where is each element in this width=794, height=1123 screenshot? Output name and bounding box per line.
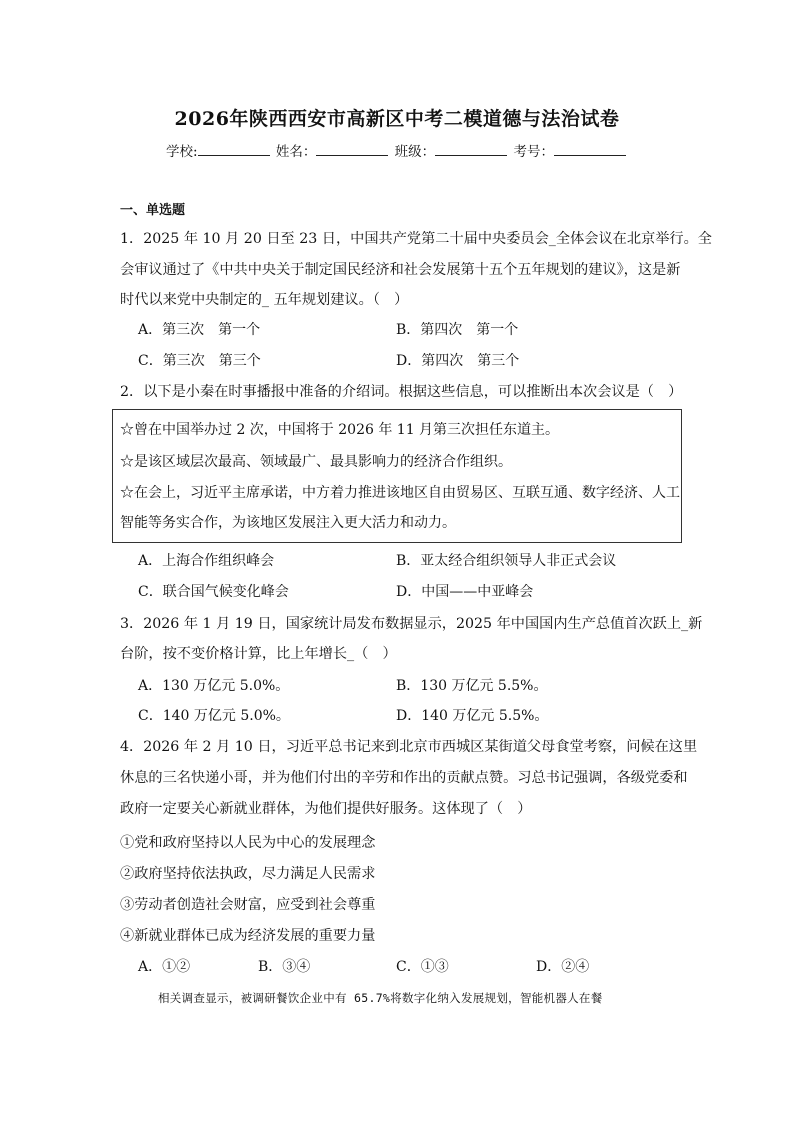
q4-option-d[interactable]: D．②④ xyxy=(536,959,590,975)
q4-stem-line: 政府一定要关心新就业群体，为他们提供好服务。这体现了（ ） xyxy=(120,801,532,817)
school-blank[interactable] xyxy=(198,142,270,156)
q2-material-line: 智能等务实合作，为该地区发展注入更大活力和动力。 xyxy=(120,515,456,531)
q4-statement-2: ②政府坚持依法执政，尽力满足人民需求 xyxy=(120,866,376,882)
q3-option-c[interactable]: C．140 万亿元 5.0%。 xyxy=(138,708,290,724)
q4-option-a[interactable]: A．①② xyxy=(138,959,191,975)
q1-stem-line: 会审议通过了《中共中央关于制定国民经济和社会发展第十五个五年规划的建议》，这是新 xyxy=(120,262,681,278)
q4-statement-4: ④新就业群体已成为经济发展的重要力量 xyxy=(120,928,376,944)
q3-option-b[interactable]: B．130 万亿元 5.5%。 xyxy=(396,678,548,694)
q3-stem-line: 3．2026 年 1 月 19 日，国家统计局发布数据显示，2025 年中国国内生产总值首次跃上_新 xyxy=(120,616,703,632)
q2-option-b[interactable]: B．亚太经合组织领导人非正式会议 xyxy=(396,553,617,569)
exam-no-blank[interactable] xyxy=(554,142,626,156)
class-label: 班级： xyxy=(394,144,436,160)
section-heading: 一、单选题 xyxy=(120,203,186,218)
q2-material-line: ☆在会上，习近平主席承诺，中方着力推进该地区自由贸易区、互联互通、数字经济、人工 xyxy=(120,485,680,501)
q3-stem-line: 台阶，按不变价格计算，比上年增长_（ ） xyxy=(120,646,397,662)
q2-option-c[interactable]: C．联合国气候变化峰会 xyxy=(138,584,289,600)
q4-option-b[interactable]: B．③④ xyxy=(258,959,311,975)
q4-stem-line: 休息的三名快递小哥，并为他们付出的辛劳和作出的贡献点赞。习总书记强调，各级党委和 xyxy=(120,770,688,786)
q2-material-line: ☆是该区域层次最高、领域最广、最具影响力的经济合作组织。 xyxy=(120,454,512,470)
name-blank[interactable] xyxy=(316,142,388,156)
q3-option-d[interactable]: D．140 万亿元 5.5%。 xyxy=(396,708,549,724)
q4-statement-3: ③劳动者创造社会财富，应受到社会尊重 xyxy=(120,897,376,913)
student-info-row xyxy=(0,140,794,160)
page-title: 2026年陕西西安市高新区中考二模道德与法治试卷 xyxy=(174,108,620,130)
q1-option-a[interactable]: A．第三次 第一个 xyxy=(138,322,261,338)
school-label: 学校: xyxy=(166,144,198,160)
class-blank[interactable] xyxy=(435,142,507,156)
q4-option-c[interactable]: C．①③ xyxy=(396,959,449,975)
q2-material-line: ☆曾在中国举办过 2 次，中国将于 2026 年 11 月第三次担任东道主。 xyxy=(120,422,560,438)
q1-option-b[interactable]: B．第四次 第一个 xyxy=(396,322,519,338)
next-question-material: 相关调查显示，被调研餐饮企业中有 65.7%将数字化纳入发展规划，智能机器人在餐 xyxy=(158,991,603,1005)
q1-stem-line: 时代以来党中央制定的_ 五年规划建议。（ ） xyxy=(120,292,409,308)
exam-no-label: 考号： xyxy=(513,144,554,160)
q2-option-a[interactable]: A．上海合作组织峰会 xyxy=(138,553,275,569)
q2-stem-line: 2．以下是小秦在时事播报中准备的介绍词。根据这些信息，可以推断出本次会议是（ ） xyxy=(120,384,683,400)
q4-stem-line: 4．2026 年 2 月 10 日，习近平总书记来到北京市西城区某街道父母食堂考察，问候在这里 xyxy=(120,739,698,755)
q1-option-d[interactable]: D．第四次 第三个 xyxy=(396,353,520,369)
name-label: 姓名： xyxy=(275,144,317,160)
q1-stem-line: 1．2025 年 10 月 20 日至 23 日，中国共产党第二十届中央委员会_全体会议在北京举行。全 xyxy=(120,231,712,247)
q2-option-d[interactable]: D．中国——中亚峰会 xyxy=(396,584,534,600)
q1-option-c[interactable]: C．第三次 第三个 xyxy=(138,353,261,369)
q4-statement-1: ①党和政府坚持以人民为中心的发展理念 xyxy=(120,835,376,851)
q3-option-a[interactable]: A．130 万亿元 5.0%。 xyxy=(138,678,290,694)
